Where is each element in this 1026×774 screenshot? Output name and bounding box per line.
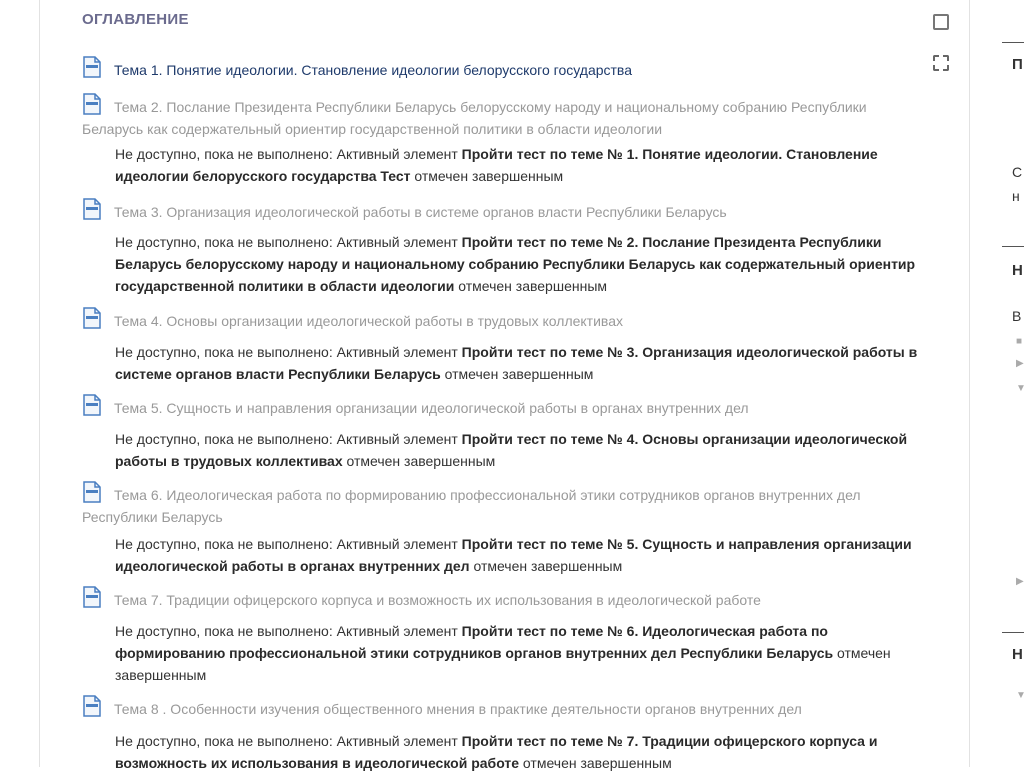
page-icon <box>82 586 102 608</box>
page-icon <box>82 394 102 416</box>
activity-item <box>82 481 882 528</box>
page-icon <box>82 695 102 717</box>
restriction-note: Не доступно, пока не выполнено: Активный элемент Пройти тест по теме № 3. Организация идеологической работы в системе органов власти Республики Беларусь отмечен завершенным <box>115 344 918 382</box>
sidebar-block-title: Н <box>1012 262 1023 279</box>
restriction-item: Пройти тест по теме № 1. Понятие идеологии. Становление идеологии белорусского государства Тест <box>115 146 878 184</box>
activity-item[interactable] <box>82 56 882 81</box>
activity-title: Тема 4. Основы организации идеологической работы в трудовых коллективах <box>114 313 623 329</box>
sidebar-text: н <box>1012 188 1020 204</box>
activity-item <box>82 394 882 419</box>
restriction-note: Не доступно, пока не выполнено: Активный элемент Пройти тест по теме № 4. Основы организации идеологической работы в трудовых коллективах отмечен завершенным <box>115 431 908 469</box>
chevron-down-icon[interactable]: ▼ <box>1016 383 1026 394</box>
activity-title: Тема 7. Традиции офицерского корпуса и возможность их использования в идеологической работе <box>114 592 761 608</box>
sidebar-text: С <box>1012 164 1023 180</box>
activity-item <box>82 307 882 332</box>
page-icon <box>82 56 102 78</box>
page-icon <box>82 307 102 329</box>
restriction-note: Не доступно, пока не выполнено: Активный элемент Пройти тест по теме № 7. Традиции офицерского корпуса и возможность их использования в идеологической работе отмечен завершенным <box>115 733 878 771</box>
checkbox-icon[interactable] <box>933 14 949 30</box>
activity-title: Тема 3. Организация идеологической работы в системе органов власти Республики Беларусь <box>114 204 727 220</box>
page-icon <box>82 481 102 503</box>
sidebar-divider <box>1002 246 1024 247</box>
activity-item <box>82 586 882 611</box>
left-gutter <box>0 0 40 767</box>
sidebar-block-title: Н <box>1012 646 1023 663</box>
activity-item <box>82 695 882 720</box>
chevron-right-icon[interactable]: ▶ <box>1016 358 1024 369</box>
sidebar-block-title: П <box>1012 56 1023 73</box>
activity-item <box>82 93 882 140</box>
bullet-icon: ■ <box>1016 336 1023 347</box>
restriction-note: Не доступно, пока не выполнено: Активный элемент Пройти тест по теме № 5. Сущность и направления организации идеологической работы в органах внутренних дел отмечен завершенным <box>115 536 912 574</box>
sidebar-divider <box>1002 42 1024 43</box>
activity-title: Тема 2. Послание Президента Республики Беларусь белорусскому народу и национальному собранию Республики Беларусь как содержательный ориентир государственной политики в области идеологии <box>82 99 867 137</box>
activity-title: Тема 8 . Особенности изучения общественного мнения в практике деятельности органов внутренних дел <box>114 701 802 717</box>
restriction-note: Не доступно, пока не выполнено: Активный элемент Пройти тест по теме № 1. Понятие идеологии. Становление идеологии белорусского государства Тест отмечен завершенным <box>115 146 878 184</box>
right-sidebar <box>1002 0 1024 767</box>
restriction-note: Не доступно, пока не выполнено: Активный элемент Пройти тест по теме № 2. Послание Президента Республики Беларусь белорусскому народу и национальному собранию Республики Беларусь как содержательный ориентир государственной политики в области идеологии отмечен завершенным <box>115 234 916 294</box>
course-content <box>40 0 970 771</box>
activity-link[interactable]: Тема 1. Понятие идеологии. Становление идеологии белорусского государства <box>114 62 632 78</box>
restriction-item: Пройти тест по теме № 7. Традиции офицерского корпуса и возможность их использования в идеологической работе <box>115 733 878 771</box>
chevron-down-icon[interactable]: ▼ <box>1016 690 1026 701</box>
page-icon <box>82 93 102 115</box>
restriction-item: Пройти тест по теме № 6. Идеологическая работа по формированию профессиональной этики сотрудников органов внутренних дел Республики Беларусь <box>115 623 834 661</box>
activity-title: Тема 5. Сущность и направления организации идеологической работы в органах внутренних дел <box>114 400 749 416</box>
restriction-item: Пройти тест по теме № 2. Послание Президента Республики Беларусь белорусскому народу и национальному собранию Республики Беларусь как содержательный ориентир государственной политики в области идеологии <box>115 234 916 294</box>
page-icon <box>82 198 102 220</box>
section-title: ОГЛАВЛЕНИЕ <box>82 11 189 28</box>
activity-title: Тема 6. Идеологическая работа по формированию профессиональной этики сотрудников органов внутренних дел Республики Беларусь <box>82 487 861 525</box>
restriction-item: Пройти тест по теме № 5. Сущность и направления организации идеологической работы в органах внутренних дел <box>115 536 912 574</box>
sidebar-divider <box>1002 632 1024 633</box>
sidebar-text: В <box>1012 308 1022 324</box>
restriction-item: Пройти тест по теме № 3. Организация идеологической работы в системе органов власти Республики Беларусь <box>115 344 918 382</box>
chevron-right-icon[interactable]: ▶ <box>1016 576 1024 587</box>
restriction-item: Пройти тест по теме № 4. Основы организации идеологической работы в трудовых коллективах <box>115 431 908 469</box>
restriction-note: Не доступно, пока не выполнено: Активный элемент Пройти тест по теме № 6. Идеологическая работа по формированию профессиональной этики сотрудников органов внутренних дел Республики Беларусь отмечен завершенным <box>115 623 891 683</box>
completion-checkbox-icon[interactable] <box>933 55 949 71</box>
activity-item <box>82 198 882 223</box>
